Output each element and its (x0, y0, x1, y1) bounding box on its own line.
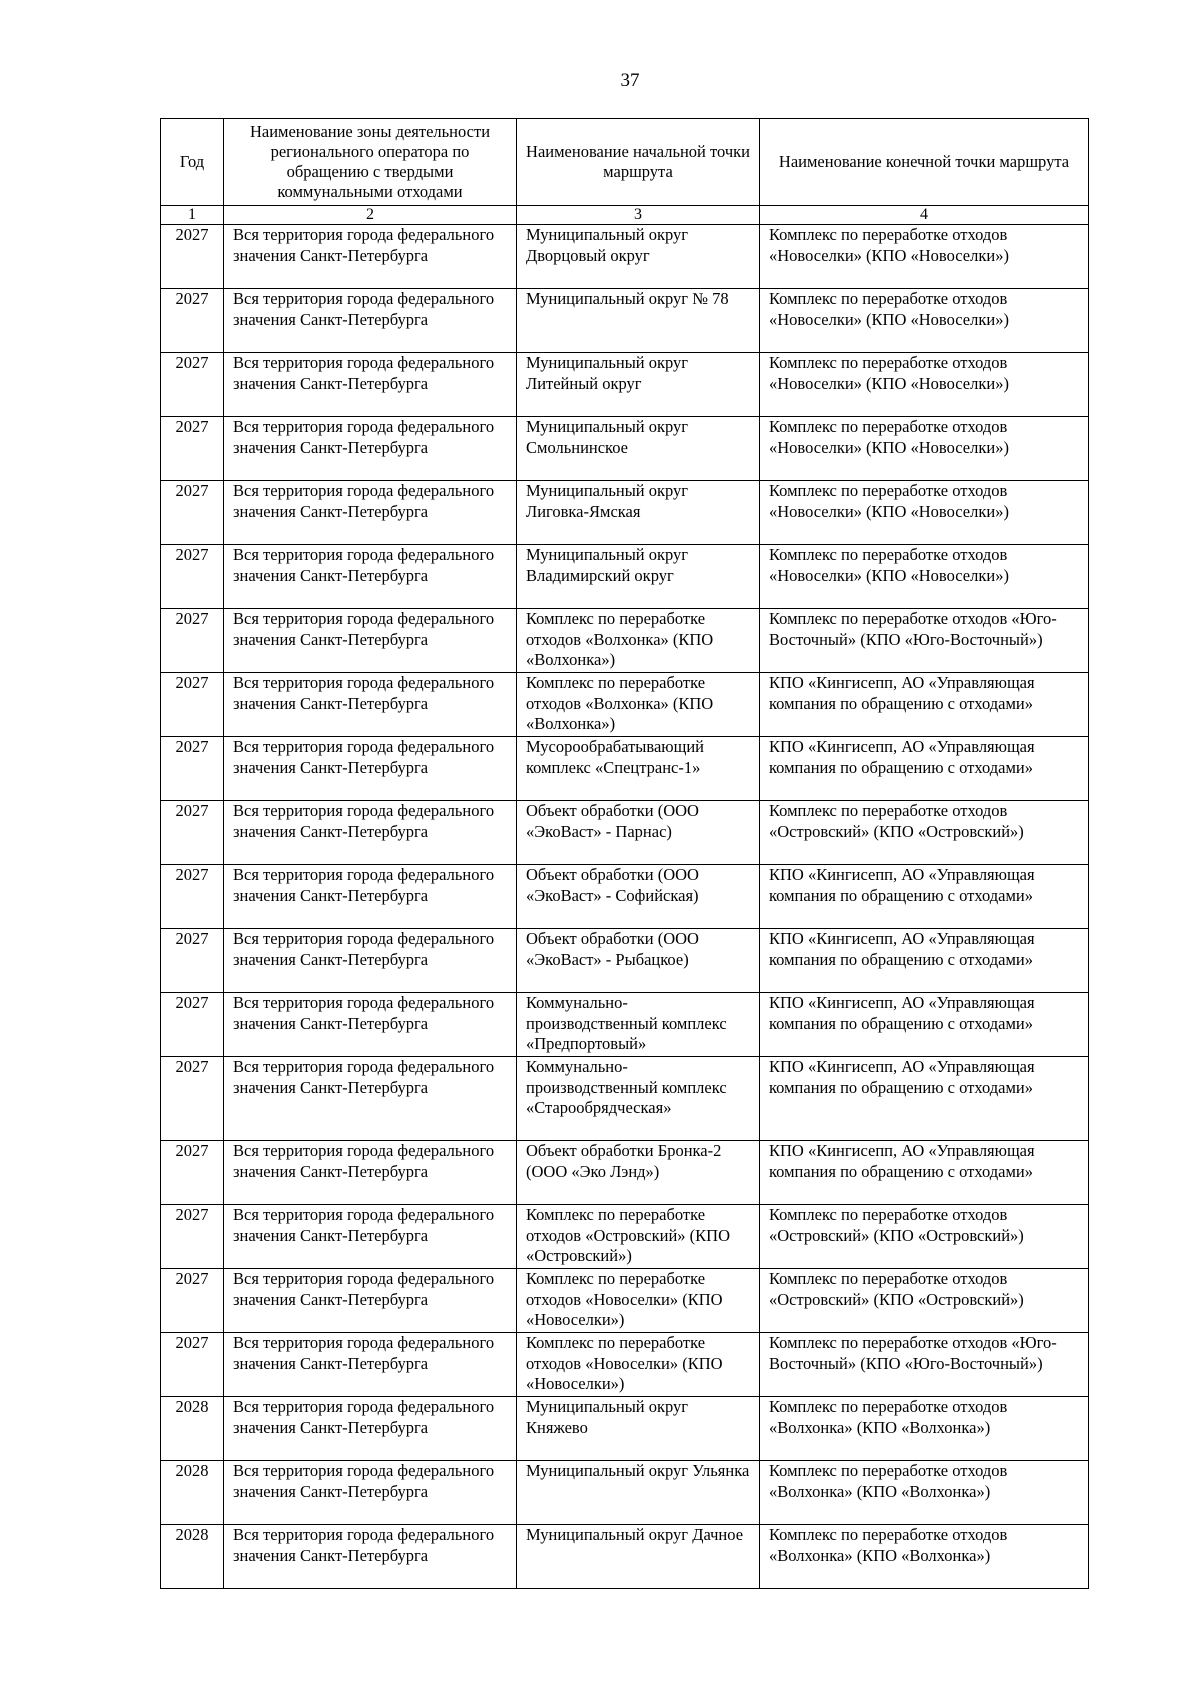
table-row (161, 673, 1089, 737)
cell-year: 2027 (161, 1333, 224, 1397)
table-row (161, 1269, 1089, 1333)
cell-end-point: Комплекс по переработке отходов «Новоселки» (КПО «Новоселки») (760, 545, 1089, 609)
table-row (161, 737, 1089, 801)
cell-start-point: Коммунально-производственный комплекс «Предпортовый» (517, 993, 760, 1057)
cell-year: 2027 (161, 417, 224, 481)
cell-start-point: Объект обработки (ООО «ЭкоВаст» - Парнас) (517, 801, 760, 865)
table-row (161, 481, 1089, 545)
table-row (161, 545, 1089, 609)
cell-year: 2027 (161, 353, 224, 417)
cell-zone: Вся территория города федерального значения Санкт-Петербурга (224, 993, 517, 1057)
cell-end-point: Комплекс по переработке отходов «Волхонка» (КПО «Волхонка») (760, 1397, 1089, 1461)
cell-start-point: Муниципальный округ Смольнинское (517, 417, 760, 481)
cell-year: 2027 (161, 225, 224, 289)
table-row (161, 1057, 1089, 1141)
header-end-point: Наименование конечной точки маршрута (760, 119, 1089, 206)
cell-start-point: Комплекс по переработке отходов «Островский» (КПО «Островский») (517, 1205, 760, 1269)
cell-start-point: Муниципальный округ Лиговка-Ямская (517, 481, 760, 545)
header-year: Год (161, 119, 224, 206)
cell-year: 2027 (161, 801, 224, 865)
cell-end-point: Комплекс по переработке отходов «Новоселки» (КПО «Новоселки») (760, 289, 1089, 353)
cell-zone: Вся территория города федерального значения Санкт-Петербурга (224, 1057, 517, 1141)
cell-zone: Вся территория города федерального значения Санкт-Петербурга (224, 865, 517, 929)
cell-year: 2027 (161, 929, 224, 993)
table-row (161, 929, 1089, 993)
cell-zone: Вся территория города федерального значения Санкт-Петербурга (224, 1461, 517, 1525)
cell-zone: Вся территория города федерального значения Санкт-Петербурга (224, 417, 517, 481)
page-number: 37 (620, 70, 640, 91)
cell-end-point: КПО «Кингисепп, АО «Управляющая компания по обращению с отходами» (760, 1057, 1089, 1141)
table-row (161, 289, 1089, 353)
cell-end-point: Комплекс по переработке отходов «Новоселки» (КПО «Новоселки») (760, 353, 1089, 417)
cell-start-point: Комплекс по переработке отходов «Новоселки» (КПО «Новоселки») (517, 1269, 760, 1333)
header-start-point: Наименование начальной точки маршрута (517, 119, 760, 206)
table-row (161, 993, 1089, 1057)
column-number: 4 (760, 206, 1089, 225)
cell-start-point: Комплекс по переработке отходов «Волхонка» (КПО «Волхонка») (517, 673, 760, 737)
cell-end-point: КПО «Кингисепп, АО «Управляющая компания по обращению с отходами» (760, 1141, 1089, 1205)
cell-end-point: КПО «Кингисепп, АО «Управляющая компания по обращению с отходами» (760, 929, 1089, 993)
cell-start-point: Комплекс по переработке отходов «Волхонка» (КПО «Волхонка») (517, 609, 760, 673)
cell-end-point: Комплекс по переработке отходов «Юго-Восточный» (КПО «Юго-Восточный») (760, 609, 1089, 673)
table-row (161, 801, 1089, 865)
cell-zone: Вся территория города федерального значения Санкт-Петербурга (224, 1141, 517, 1205)
cell-year: 2027 (161, 1205, 224, 1269)
cell-start-point: Муниципальный округ Владимирский округ (517, 545, 760, 609)
table-row (161, 1461, 1089, 1525)
cell-year: 2027 (161, 1057, 224, 1141)
cell-start-point: Комплекс по переработке отходов «Новоселки» (КПО «Новоселки») (517, 1333, 760, 1397)
cell-end-point: КПО «Кингисепп, АО «Управляющая компания по обращению с отходами» (760, 737, 1089, 801)
table-row (161, 353, 1089, 417)
column-number: 2 (224, 206, 517, 225)
table-row (161, 1525, 1089, 1589)
cell-end-point: Комплекс по переработке отходов «Островский» (КПО «Островский») (760, 801, 1089, 865)
cell-end-point: Комплекс по переработке отходов «Волхонка» (КПО «Волхонка») (760, 1525, 1089, 1589)
table-body (161, 225, 1089, 1589)
cell-zone: Вся территория города федерального значения Санкт-Петербурга (224, 353, 517, 417)
table-row (161, 1141, 1089, 1205)
cell-start-point: Коммунально-производственный комплекс «Старообрядческая» (517, 1057, 760, 1141)
cell-end-point: Комплекс по переработке отходов «Островский» (КПО «Островский») (760, 1205, 1089, 1269)
cell-zone: Вся территория города федерального значения Санкт-Петербурга (224, 1333, 517, 1397)
cell-zone: Вся территория города федерального значения Санкт-Петербурга (224, 801, 517, 865)
cell-zone: Вся территория города федерального значения Санкт-Петербурга (224, 1397, 517, 1461)
cell-zone: Вся территория города федерального значения Санкт-Петербурга (224, 929, 517, 993)
route-table (160, 118, 1089, 1589)
cell-end-point: Комплекс по переработке отходов «Островский» (КПО «Островский») (760, 1269, 1089, 1333)
cell-start-point: Муниципальный округ Княжево (517, 1397, 760, 1461)
cell-zone: Вся территория города федерального значения Санкт-Петербурга (224, 545, 517, 609)
cell-start-point: Объект обработки (ООО «ЭкоВаст» - Софийская) (517, 865, 760, 929)
column-number: 1 (161, 206, 224, 225)
table-row (161, 417, 1089, 481)
cell-end-point: Комплекс по переработке отходов «Новоселки» (КПО «Новоселки») (760, 417, 1089, 481)
cell-start-point: Муниципальный округ № 78 (517, 289, 760, 353)
cell-year: 2027 (161, 481, 224, 545)
cell-year: 2027 (161, 609, 224, 673)
cell-end-point: Комплекс по переработке отходов «Новоселки» (КПО «Новоселки») (760, 225, 1089, 289)
cell-year: 2028 (161, 1397, 224, 1461)
cell-year: 2027 (161, 993, 224, 1057)
cell-end-point: Комплекс по переработке отходов «Новоселки» (КПО «Новоселки») (760, 481, 1089, 545)
cell-year: 2027 (161, 865, 224, 929)
table-header (161, 119, 1089, 225)
cell-start-point: Муниципальный округ Литейный округ (517, 353, 760, 417)
cell-start-point: Объект обработки Бронка-2 (ООО «Эко Лэнд») (517, 1141, 760, 1205)
cell-zone: Вся территория города федерального значения Санкт-Петербурга (224, 737, 517, 801)
cell-zone: Вся территория города федерального значения Санкт-Петербурга (224, 1525, 517, 1589)
cell-year: 2027 (161, 1141, 224, 1205)
cell-end-point: Комплекс по переработке отходов «Волхонка» (КПО «Волхонка») (760, 1461, 1089, 1525)
cell-zone: Вся территория города федерального значения Санкт-Петербурга (224, 673, 517, 737)
cell-zone: Вся территория города федерального значения Санкт-Петербурга (224, 1205, 517, 1269)
cell-year: 2027 (161, 673, 224, 737)
cell-start-point: Муниципальный округ Дворцовый округ (517, 225, 760, 289)
header-row (161, 119, 1089, 206)
cell-year: 2027 (161, 1269, 224, 1333)
cell-year: 2027 (161, 545, 224, 609)
cell-start-point: Объект обработки (ООО «ЭкоВаст» - Рыбацкое) (517, 929, 760, 993)
cell-zone: Вся территория города федерального значения Санкт-Петербурга (224, 609, 517, 673)
column-number: 3 (517, 206, 760, 225)
cell-year: 2027 (161, 737, 224, 801)
column-number-row (161, 206, 1089, 225)
table-row (161, 609, 1089, 673)
cell-zone: Вся территория города федерального значения Санкт-Петербурга (224, 1269, 517, 1333)
cell-year: 2028 (161, 1525, 224, 1589)
table-row (161, 225, 1089, 289)
cell-year: 2028 (161, 1461, 224, 1525)
header-zone: Наименование зоны деятельности регионального оператора по обращению с твердыми коммунальными отходами (224, 119, 517, 206)
cell-year: 2027 (161, 289, 224, 353)
table-row (161, 1397, 1089, 1461)
cell-zone: Вся территория города федерального значения Санкт-Петербурга (224, 481, 517, 545)
cell-start-point: Муниципальный округ Дачное (517, 1525, 760, 1589)
cell-zone: Вся территория города федерального значения Санкт-Петербурга (224, 225, 517, 289)
cell-end-point: КПО «Кингисепп, АО «Управляющая компания по обращению с отходами» (760, 673, 1089, 737)
table-row (161, 1333, 1089, 1397)
table-row (161, 865, 1089, 929)
cell-end-point: КПО «Кингисепп, АО «Управляющая компания по обращению с отходами» (760, 865, 1089, 929)
cell-end-point: КПО «Кингисепп, АО «Управляющая компания по обращению с отходами» (760, 993, 1089, 1057)
cell-start-point: Муниципальный округ Ульянка (517, 1461, 760, 1525)
cell-start-point: Мусорообрабатывающий комплекс «Спецтранс-1» (517, 737, 760, 801)
cell-end-point: Комплекс по переработке отходов «Юго-Восточный» (КПО «Юго-Восточный») (760, 1333, 1089, 1397)
table-row (161, 1205, 1089, 1269)
cell-zone: Вся территория города федерального значения Санкт-Петербурга (224, 289, 517, 353)
